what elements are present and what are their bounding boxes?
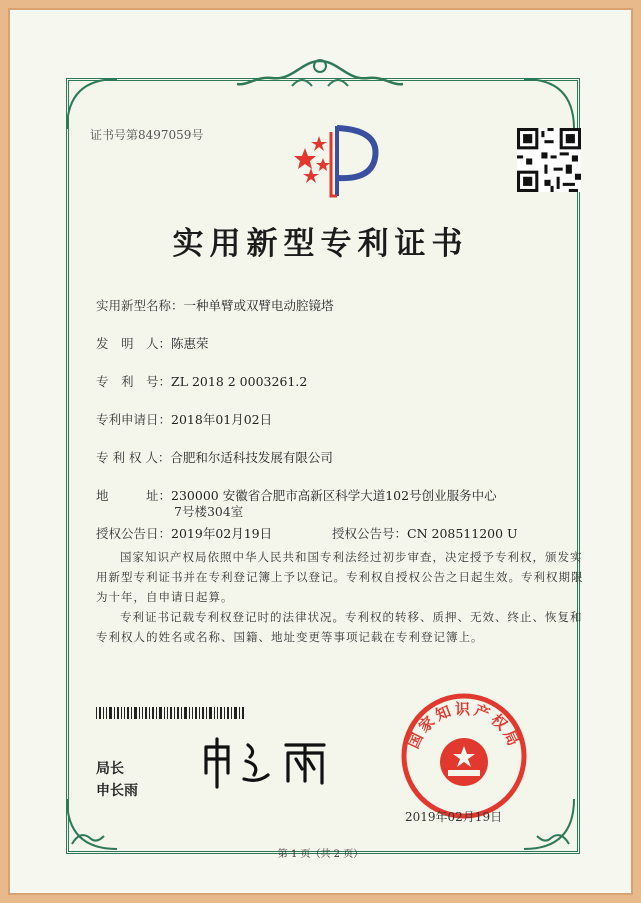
field-patentee xyxy=(96,448,333,466)
grant-paragraph: 国家知识产权局依照中华人民共和国专利法经过初步审查，决定授予专利权，颁发实用新型专利证书并在专利登记簿上予以登记。专利权自授权公告之日起生效。专利权期限为十年，自申请日起算。 xyxy=(96,550,584,604)
field-utility-model-name xyxy=(96,296,334,314)
field-label: 发 明 人： xyxy=(96,336,172,351)
corner-ornament-icon xyxy=(519,74,579,134)
corner-ornament-icon xyxy=(62,74,122,134)
field-label: 专 利 号： xyxy=(96,374,172,389)
legal-status-paragraph: 专利证书记载专利权登记时的法律状况。专利权的转移、质押、无效、终止、恢复和专利权人的姓名或名称、国籍、地址变更等事项记载在专利登记簿上。 xyxy=(96,610,583,644)
field-label: 专 利 权 人： xyxy=(96,450,171,465)
field-patent-number xyxy=(96,372,307,390)
field-filing-date xyxy=(96,410,272,428)
field-address xyxy=(96,486,497,504)
barcode-icon xyxy=(96,707,246,719)
patent-office-logo-icon xyxy=(285,118,385,200)
field-label: 实用新型名称： xyxy=(96,298,184,313)
field-label: 授权公告日： xyxy=(96,526,172,541)
official-seal-icon xyxy=(398,690,530,822)
field-value: CN 208511200 U xyxy=(407,526,518,541)
page-number: 第 1 页（共 2 页） xyxy=(277,849,364,860)
director-title: 局长 xyxy=(96,761,124,777)
field-value: 合肥和尔适科技发展有限公司 xyxy=(170,450,333,465)
director-name: 申长雨 xyxy=(96,783,138,799)
qr-code-icon xyxy=(517,128,581,192)
field-label: 地 址： xyxy=(96,488,172,503)
field-label: 专利申请日： xyxy=(96,412,172,427)
handwritten-signature-icon xyxy=(198,735,338,790)
top-ornament-icon xyxy=(232,56,408,96)
field-inventor xyxy=(96,334,209,352)
seal-date: 2019年02月19日 xyxy=(405,810,503,824)
svg-text:国家知识产权局: 国家知识产权局 xyxy=(404,700,524,752)
field-grant-number xyxy=(332,524,518,542)
field-value: ZL 2018 2 0003261.2 xyxy=(171,374,308,389)
certificate-number: 证书号第8497059号 xyxy=(90,128,204,142)
field-value: 2019年02月19日 xyxy=(171,526,273,541)
field-value: 2018年01月02日 xyxy=(171,412,273,427)
field-address-line2: 7号楼304室 xyxy=(174,504,244,519)
field-grant-date xyxy=(96,524,272,542)
field-value: 230000 安徽省合肥市高新区科学大道102号创业服务中心 xyxy=(171,488,497,503)
field-value: 陈惠荣 xyxy=(171,336,209,351)
field-value: 一种单臂或双臂电动腔镜塔 xyxy=(183,298,334,313)
field-label: 授权公告号： xyxy=(332,526,408,541)
certificate-title: 实用新型专利证书 xyxy=(172,226,469,262)
